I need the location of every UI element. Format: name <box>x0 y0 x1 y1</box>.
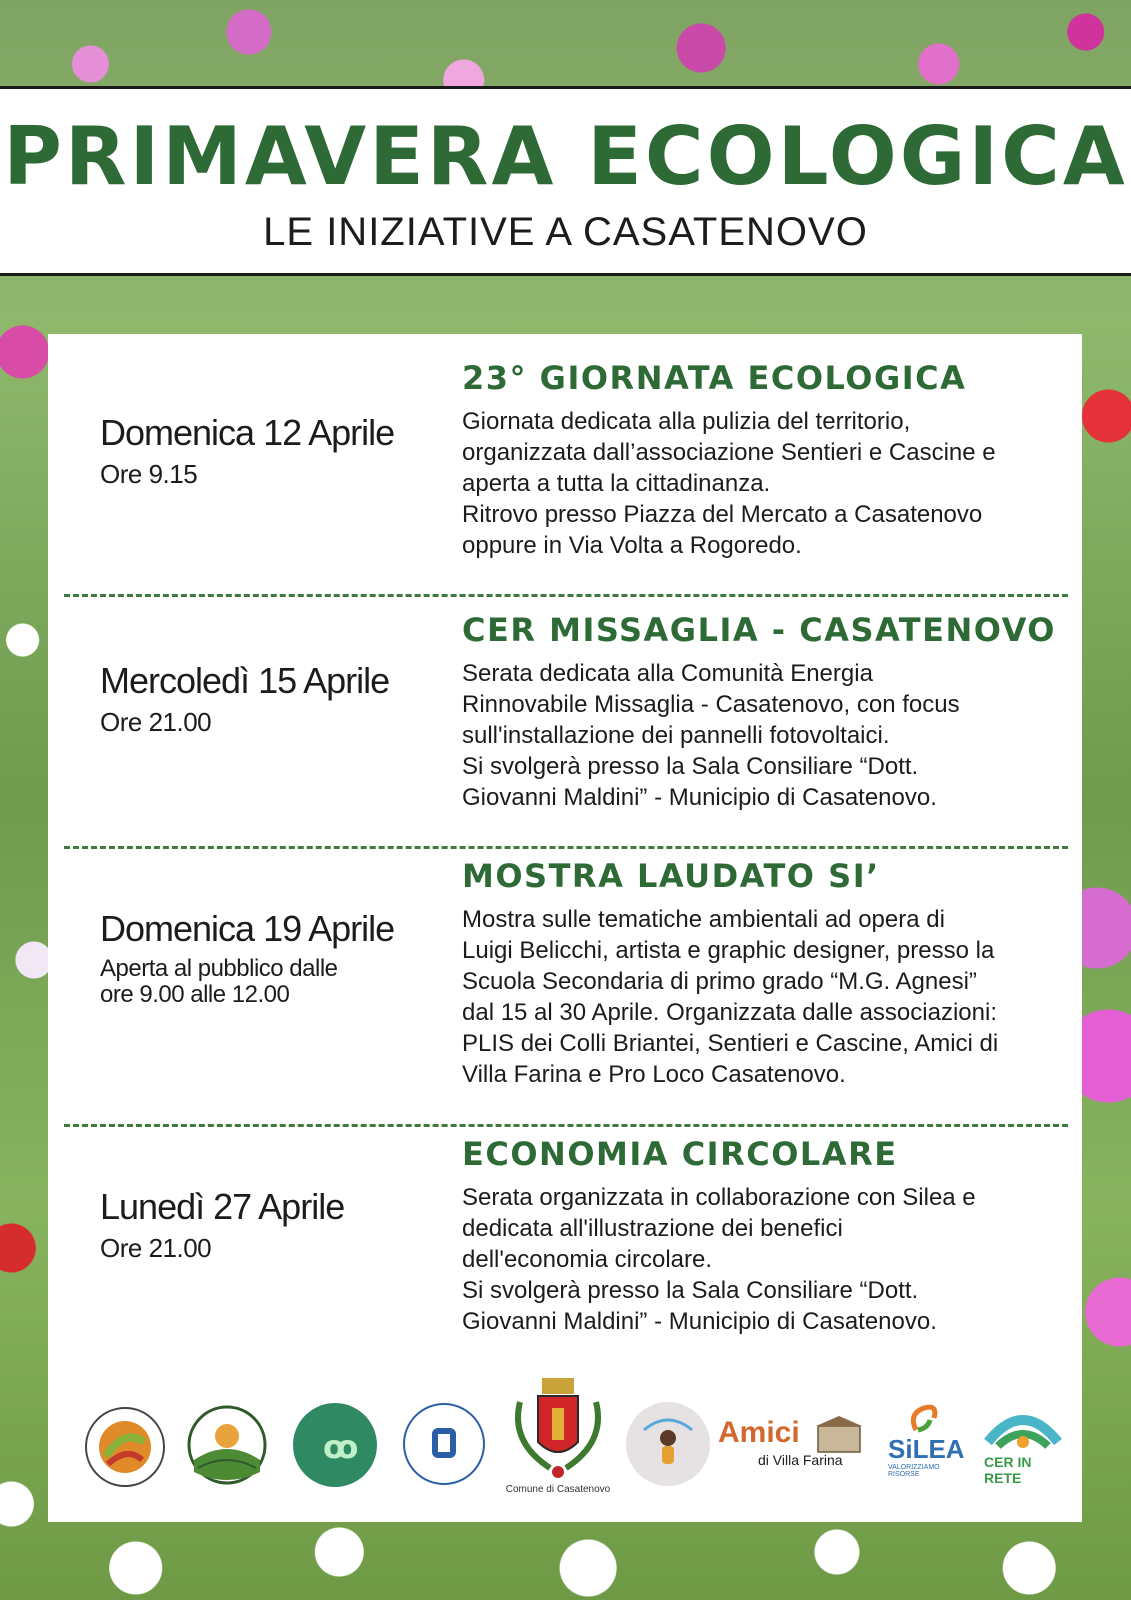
event-date-block <box>100 412 440 488</box>
dashed-divider <box>64 594 1068 597</box>
desc-line: Si svolgerà presso la Sala Consiliare “Dott. <box>462 1277 919 1304</box>
pro-loco-icon <box>396 1394 492 1490</box>
desc-line: aperta a tutta la cittadinanza. <box>462 470 771 497</box>
event-title: 23° GIORNATA ECOLOGICA <box>462 359 967 397</box>
desc-line: dedicata all'illustrazione dei benefici <box>462 1215 843 1242</box>
desc-line: Scuola Secondaria di primo grado “M.G. Agnesi” <box>462 968 977 995</box>
event-info <box>462 610 1074 813</box>
desc-line: dell'economia circolare. <box>462 1246 713 1273</box>
event-info <box>462 856 1074 1090</box>
amici-sub-label: di Villa Farina <box>758 1452 843 1468</box>
comune-logo <box>500 1372 616 1502</box>
desc-line: Ritrovo presso Piazza del Mercato a Casatenovo <box>462 501 983 528</box>
desc-line: oppure in Via Volta a Rogoredo. <box>462 532 802 559</box>
desc-line: Giovanni Maldini” - Municipio di Casatenovo. <box>462 784 937 811</box>
amici-label: Amici <box>718 1416 800 1449</box>
sentieri-cascine-logo <box>84 1406 166 1488</box>
casatenovo-round-logo <box>624 1400 712 1488</box>
desc-line: dal 15 al 30 Aprile. Organizzata dalle associazioni: <box>462 999 997 1026</box>
desc-line: Giovanni Maldini” - Municipio di Casatenovo. <box>462 1308 937 1335</box>
svg-text:ꝏ: ꝏ <box>323 1428 359 1466</box>
brianza-valley-icon <box>292 1402 378 1488</box>
desc-line: Luigi Belicchi, artista e graphic designer, presso la <box>462 937 995 964</box>
desc-line: Rinnovabile Missaglia - Casatenovo, con focus <box>462 691 960 718</box>
desc-line: Mostra sulle tematiche ambientali ad opera di <box>462 906 945 933</box>
page-subtitle: LE INIZIATIVE A CASATENOVO <box>263 210 868 254</box>
desc-line: Serata organizzata in collaborazione con Silea e <box>462 1184 976 1211</box>
casatenovo-round-icon <box>624 1400 712 1488</box>
event-date-block <box>100 908 440 1008</box>
dashed-divider <box>64 1124 1068 1127</box>
cer-in-rete-logo <box>978 1402 1068 1486</box>
event-date-block <box>100 1186 440 1262</box>
event-description <box>462 904 1074 1090</box>
event-title: MOSTRA LAUDATO SI’ <box>462 857 880 895</box>
header-band <box>0 86 1131 276</box>
event-date-block <box>100 660 440 736</box>
desc-line: Villa Farina e Pro Loco Casatenovo. <box>462 1061 846 1088</box>
event-date: Mercoledì 15 Aprile <box>100 660 390 701</box>
event-title: ECONOMIA CIRCOLARE <box>462 1135 898 1173</box>
event-description <box>462 658 1074 813</box>
event-time: Ore 21.00 <box>100 707 212 737</box>
desc-line: Giornata dedicata alla pulizia del territorio, <box>462 408 911 435</box>
sentieri-cascine-icon <box>84 1406 166 1488</box>
event-description <box>462 406 1074 561</box>
desc-line: Serata dedicata alla Comunità Energia <box>462 660 873 687</box>
desc-line: sull'installazione dei pannelli fotovoltaici. <box>462 722 890 749</box>
comune-crest-icon <box>500 1372 616 1482</box>
silea-sub-label: VALORIZZIAMO RISORSE <box>888 1464 940 1478</box>
colli-briantei-logo <box>184 1402 270 1488</box>
comune-label: Comune di Casatenovo <box>505 1484 611 1495</box>
brianza-valley-logo <box>292 1402 378 1488</box>
event-date: Domenica 19 Aprile <box>100 908 395 949</box>
silea-label: SiLEA <box>888 1434 965 1464</box>
page-title: PRIMAVERA ECOLOGICA <box>3 110 1128 203</box>
event-info <box>462 1134 1074 1337</box>
pro-loco-logo <box>396 1394 492 1490</box>
event-time: Aperta al pubblico dalle ore 9.00 alle 12.00 <box>100 955 338 1008</box>
silea-logo <box>884 1400 964 1490</box>
event-time: Ore 21.00 <box>100 1233 212 1263</box>
event-title: CER MISSAGLIA - CASATENOVO <box>462 611 1056 649</box>
event-description <box>462 1182 1074 1337</box>
event-info <box>462 358 1074 561</box>
sponsor-logos <box>78 1384 1068 1504</box>
cer-in-rete-icon <box>978 1402 1068 1452</box>
desc-line: organizzata dall’associazione Sentieri e Cascine e <box>462 439 996 466</box>
events-panel <box>48 334 1082 1522</box>
villa-icon <box>814 1414 864 1454</box>
colli-briantei-icon <box>184 1402 270 1488</box>
silea-swirl-icon <box>884 1400 964 1436</box>
amici-villa-farina-logo <box>718 1414 868 1484</box>
event-date: Lunedì 27 Aprile <box>100 1186 345 1227</box>
event-time: Ore 9.15 <box>100 459 198 489</box>
event-date: Domenica 12 Aprile <box>100 412 395 453</box>
dashed-divider <box>64 846 1068 849</box>
desc-line: Si svolgerà presso la Sala Consiliare “Dott. <box>462 753 919 780</box>
cer-in-rete-label: CER IN RETE <box>984 1454 1032 1486</box>
desc-line: PLIS dei Colli Briantei, Sentieri e Cascine, Amici di <box>462 1030 999 1057</box>
